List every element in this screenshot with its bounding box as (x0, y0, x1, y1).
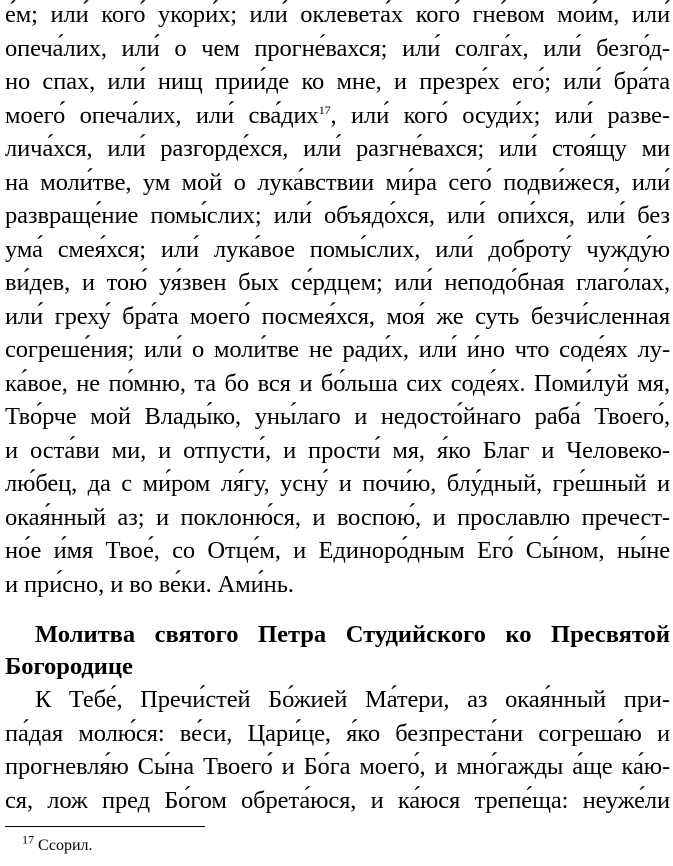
body-line-11: согреше́ния; или́ о моли́тве не ради́х, или́ и́но что соде́ях лу- (5, 336, 670, 363)
body-line-14: и оста́ви ми, и отпусти́, и прости́ мя, я́ко Благ и Человеко- (5, 437, 670, 464)
body-line-6: на моли́тве, ум мой о лука́вствии ми́ра сего́ подви́жеся, или́ (5, 169, 670, 196)
footnote-divider (5, 826, 205, 827)
body-line-9: ви́дев, и тою́ уя́звен бых се́рдцем; или́ неподо́бная глаго́лах, (5, 269, 670, 296)
body-line-1: е́м; или́ кого́ укори́х; или́ оклевета́х кого́ гне́вом мои́м, или́ (5, 1, 670, 28)
footnote (22, 832, 93, 856)
body-line-3: но спах, или́ нищ прии́де ко мне, и презре́х его́; или́ бра́та (5, 68, 670, 95)
section-line-2: па́дая молю́ся: ве́си, Цари́це, я́ко безпреста́ни согреша́ю и (5, 720, 670, 747)
footnote-number: 17 (22, 832, 34, 847)
section-line-3: прогневля́ю Сы́на Твоего́ и Бо́га моего́, и мно́гажды а́ще ка́ю- (5, 753, 670, 780)
body-line-16: окая́нный аз; и поклоню́ся, и воспою́, и прославлю пречест- (5, 504, 670, 531)
body-line-4-part-2: , или́ кого́ осуди́х; или́ разве- (330, 102, 670, 129)
body-line-5: лича́хся, или́ разгорде́хся, или́ разгне́вахся; или́ стоя́щу ми (5, 135, 670, 162)
body-line-7: развраще́ние помы́слих; или́ объядо́хся, или́ опи́хся, или́ без (5, 202, 670, 229)
section-heading-line-1: Молитва святого Петра Студийского ко Пресвятой (35, 621, 670, 648)
body-line-18: и при́сно, и во ве́ки. Ами́нь. (5, 571, 294, 598)
body-line-4 (5, 101, 670, 131)
body-line-13: Тво́рче мой Влады́ко, уны́лаго и недосто́йнаго раба́ Твоего́, (5, 403, 670, 430)
section-line-4: ся, лож пред Бо́гом обрета́юся, и ка́юся трепе́ща: неуже́ли (5, 787, 670, 814)
body-line-8: ума́ смея́хся; или́ лука́вое помы́слих, или́ доброту́ чужду́ю (5, 236, 670, 263)
body-line-10: или́ греху́ бра́та моего́ посмея́хся, моя́ же суть безчи́сленная (5, 303, 670, 330)
section-heading-line-2: Богородице (5, 653, 133, 680)
body-line-4-part-1: моего́ опеча́лих, или́ сва́дих (5, 102, 319, 129)
body-line-15: лю́бец, да с ми́ром ля́гу, усну́ и почи́ю, блу́дный, гре́шный и (5, 470, 670, 497)
footnote-reference: 17 (318, 102, 331, 117)
section-line-1: К Тебе́, Пречи́стей Бо́жией Ма́тери, аз окая́нный при- (35, 686, 670, 713)
body-line-17: но́е и́мя Твое́, со Отце́м, и Единоро́дным Его́ Сы́ном, ны́не (5, 537, 670, 564)
body-line-2: опеча́лих, или́ о чем прогне́вахся; или́ солга́х, или́ безго́д- (5, 35, 670, 62)
body-line-12: ка́вое, не по́мню, та бо вся и бо́льша сих соде́ях. Поми́луй мя, (5, 370, 670, 397)
footnote-text: Ссорил. (38, 837, 93, 854)
